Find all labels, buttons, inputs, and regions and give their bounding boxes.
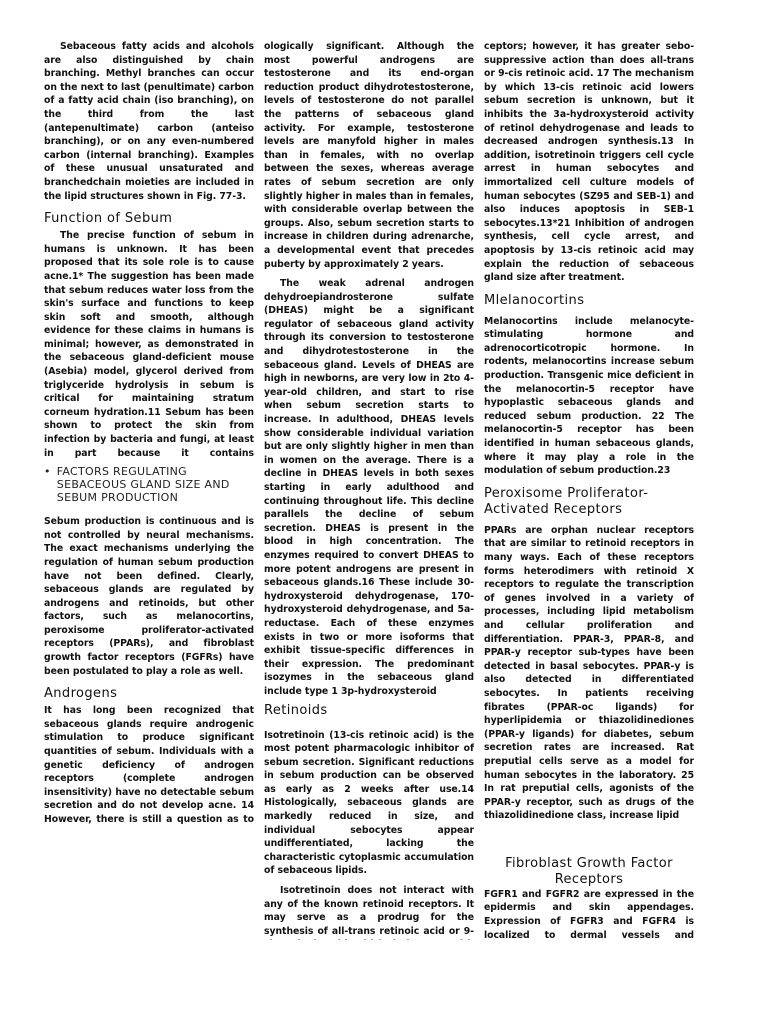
paragraph-fgfr: FGFR1 and FGFR2 are expressed in the epidermis and skin appendages. Expression of FGFR3 and FGFR4 is localized to dermal vessels and [484, 888, 694, 940]
paragraph-dheas: The weak adrenal androgen dehydroepiandrosterone sulfate (DHEAS) might be a significant regulator of sebaceous gland activity through its conversion to testosterone and dihydrotestosterone in the sebaceous gland. Levels of DHEAS are high in newborns, are very low in 2to 4-year-old children, and start to rise when sebum secretion starts to increase. In adulthood, DHEAS levels show considerable individual variation but are only slightly higher in men than in women on the average. There is a decline in DHEAS levels in both sexes starting in early adulthood and continuing throughout life. This decline parallels the decline of sebum secretion. DHEAS is present in the blood in high concentration. The enzymes required to convert DHEAS to more potent androgens are present in sebaceous glands.16 These include 30-hydroxysteroid dehydrogenase, 170-hydroxysteroid dehydrogenase, and 5a-reductase. Each of these enzymes exists in two or more isoforms that exhibit tissue-specific differences in their expression. The predominant isozymes in the sebaceous gland include type 1 3p-hydroxysteroid [264, 278, 474, 697]
column-right [484, 40, 694, 940]
paragraph-androgens: It has long been recognized that sebaceous glands require androgenic stimulation to produce significant quantities of sebum. Individuals with a genetic deficiency of androgen receptors (complete androgen insensitivity) have no detectable sebum secretion and do not develop acne. 14 However, there is still a question as to [44, 705, 254, 825]
paragraph-ppar: PPARs are orphan nuclear receptors that are similar to retinoid receptors in many ways. Each of these receptors forms heterodimers with retinoid X receptors to regulate the transcription of genes involved in a variety of processes, including lipid metabolism and cellular proliferation and differentiation. PPAR-3, PPAR-8, and PPAR-y receptor sub-types have been detected in basal sebocytes. PPAR-y is also detected in differentiated sebocytes. In patients receiving fibrates (PPAR-oc ligands) for hyperlipidemia or thiazolidinediones (PPAR-y ligands) for diabetes, sebum secretion rates are increased. Rat preputial cells serve as a model for human sebocytes in the laboratory. 25 In rat preputial cells, agonists of the PPAR-y receptor, such as drugs of the thiazolidinedione class, increase lipid [484, 524, 694, 822]
paragraph-retinoids: Isotretinoin (13-cis retinoic acid) is the most potent pharmacologic inhibitor of sebum secretion. Significant reductions in sebum production can be observed as early as 2 weeks after use.14 Histologically, sebaceous glands are markedly reduced in size, and individual sebocytes appear undifferentiated, lacking the characteristic cytoplasmic accumulation of sebaceous lipids. [264, 729, 474, 877]
heading-fgfr: Fibroblast Growth Factor Receptors [505, 855, 673, 887]
heading-function-of-sebum: Function of Sebum [44, 211, 173, 227]
column-middle [264, 40, 474, 940]
heading-androgens: Androgens [44, 686, 118, 702]
paragraph-isotretinoin: Isotretinoin does not interact with any of the known retinoid receptors. It may serve as a prodrug for the synthesis of all-trans retinoic acid or 9- [264, 885, 474, 937]
paragraph-function-of-sebum: The precise function of sebum in humans is unknown. It has been proposed that its sole role is to cause acne.1* The suggestion has been made that sebum reduces water loss from the skin's surface and functions to keep skin soft and smooth, although evidence for these claims in humans is minimal; however, as demonstrated in the sebaceous gland-deficient mouse (Asebia) model, glycerol derived from triglyceride hydrolysis in sebum is critical for maintaining stratum corneum hydration.11 Sebum has been shown to protect the skin from infection by bacteria and fungi, at least in part because it contains [44, 230, 254, 459]
heading-factors-regulating [44, 465, 254, 511]
paragraph-androgens-continued: ologically significant. Although the most powerful androgens are testosterone and its end-organ reduction product dihydrotestosterone, levels of testosterone do not parallel the patterns of sebaceous gland activity. For example, testosterone levels are manyfold higher in males than in females, with no overlap between the sexes, whereas average rates of sebum secretion are only slightly higher in males than in females, with considerable overlap between the groups. Also, sebum secretion starts to increase in children during adrenarche, a developmental event that precedes puberty by approximately 2 years. [264, 41, 474, 270]
paragraph-factors-regulating: Sebum production is continuous and is not controlled by neural mechanisms. The exact mechanisms underlying the regulation of human sebum production have not been defined. Clearly, sebaceous glands are regulated by androgens and retinoids, but other factors, such as melanocortins, peroxisome proliferator-activated receptors (PPARs), and fibroblast growth factor receptors (FGFRs) have been postulated to play a role as well. [44, 516, 254, 677]
column-left [44, 40, 254, 940]
heading-melanocortins: Mlelanocortins [484, 292, 585, 308]
heading-factors-text: FACTORS REGULATING SEBACEOUS GLAND SIZE AND SEBUM PRODUCTION [56, 465, 230, 505]
paragraph-melanocortins: Melanocortins include melanocyte-stimulating hormone and adrenocorticotropic hormone. In rodents, melanocortins increase sebum production. Transgenic mice deficient in the melanocortin-5 receptor have hypoplastic sebaceous glands and reduced sebum production. 22 The melanocortin-5 receptor has been identified in human sebaceous glands, where it may play a role in the modulation of sebum production.23 [484, 315, 694, 477]
paragraph-fatty-acids: Sebaceous fatty acids and alcohols are also distinguished by chain branching. Methyl branches can occur on the next to last (penultimate) carbon of a fatty acid chain (iso branching), on the third from the last (antepenultimate) carbon (anteiso branching), or on any even-numbered carbon (internal branching). Examples of these unusual unsaturated and branchedchain moieties are included in the lipid structures shown in Fig. 77-3. [44, 41, 254, 202]
heading-retinoids: Retinoids [264, 702, 328, 718]
paragraph-retinoid-receptors: ceptors; however, it has greater sebo-suppressive action than does all-trans or 9-cis retinoic acid. 17 The mechanism by which 13-cis retinoic acid lowers sebum secretion is unknown, but it inhibits the 3a-hydroxysteroid activity of retinol dehydrogenase and leads to decreased androgen synthesis.13 In addition, isotretinoin triggers cell cycle arrest in human sebocytes and immortalized cell culture models of human sebocytes (SZ95 and SEB-1) and also induces apoptosis in SEB-1 sebocytes.13*21 Inhibition of androgen synthesis, cell cycle arrest, and apoptosis by 13-cis retinoic acid may explain the reduction of sebaceous gland size after treatment. [484, 41, 694, 284]
bullet-icon: • [44, 465, 51, 479]
heading-ppar: Peroxisome Proliferator-Activated Receptors [484, 485, 649, 517]
